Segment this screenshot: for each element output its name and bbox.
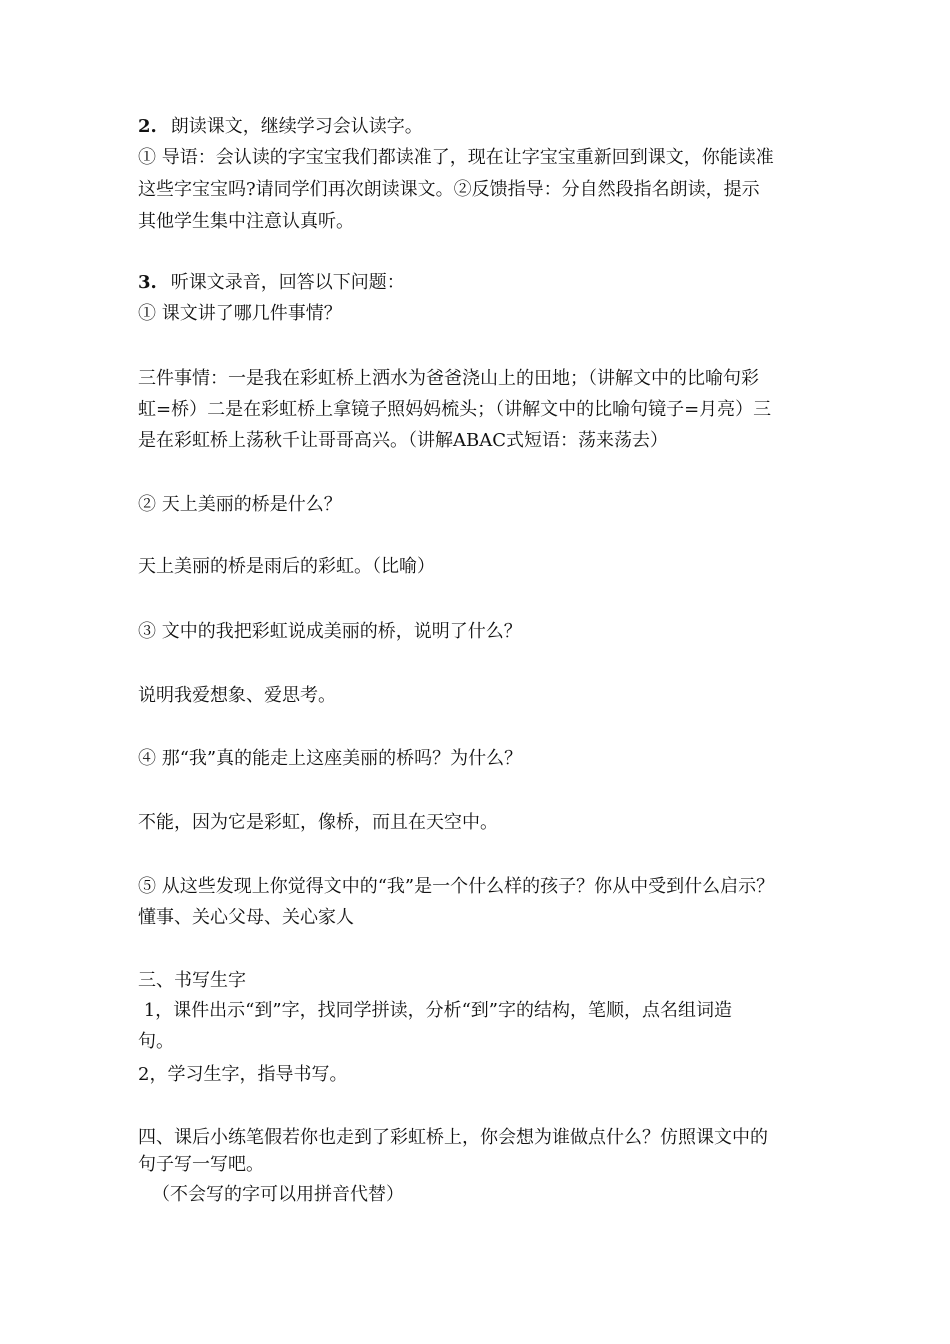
answer-4: 不能，因为它是彩虹，像桥，而且在天空中。 xyxy=(138,812,498,833)
section-2-number: 2. xyxy=(138,116,157,137)
practice-section-line-2: 句子写一写吧。 xyxy=(138,1154,264,1175)
section-3-title: 听课文录音，回答以下问题： xyxy=(170,272,405,293)
answer-1-line-1: 三件事情：一是我在彩虹桥上洒水为爸爸浇山上的田地；（讲解文中的比喻句彩 xyxy=(138,368,759,389)
practice-section-line-1: 四、课后小练笔假若你也走到了彩虹桥上，你会想为谁做点什么？仿照课文中的 xyxy=(138,1127,768,1148)
section-2-paragraph-line-1: ① 导语：会认读的字宝宝我们都读准了，现在让字宝宝重新回到课文，你能读准 xyxy=(138,147,774,168)
answer-1-line-3: 是在彩虹桥上荡秋千让哥哥高兴。（讲解ABAC式短语：荡来荡去） xyxy=(138,430,668,451)
answer-3: 说明我爱想象、爱思考。 xyxy=(138,685,336,706)
question-3: ③ 文中的我把彩虹说成美丽的桥，说明了什么？ xyxy=(138,621,522,642)
section-2-paragraph-line-2: 这些字宝宝吗?请同学们再次朗读课文。②反馈指导：分自然段指名朗读，提示 xyxy=(138,179,760,200)
section-3-heading xyxy=(138,271,405,295)
question-1: ① 课文讲了哪几件事情？ xyxy=(138,303,342,324)
writing-section-heading: 三、书写生字 xyxy=(138,970,246,991)
answer-2: 天上美丽的桥是雨后的彩虹。（比喻） xyxy=(138,556,435,577)
writing-item-2: 2，学习生字，指导书写。 xyxy=(138,1064,348,1085)
practice-section-note: （不会写的字可以用拼音代替） xyxy=(152,1184,404,1205)
section-2-paragraph-line-3: 其他学生集中注意认真听。 xyxy=(138,211,354,232)
answer-5: 懂事、关心父母、关心家人 xyxy=(138,907,354,928)
section-3-number: 3. xyxy=(138,272,157,293)
question-2: ② 天上美丽的桥是什么？ xyxy=(138,494,342,515)
question-5: ⑤ 从这些发现上你觉得文中的“我”是一个什么样的孩子？你从中受到什么启示？ xyxy=(138,876,775,897)
writing-item-1-line-1: 1，课件出示“到”字，找同学拼读，分析“到”字的结构，笔顺，点名组词造 xyxy=(138,1000,732,1021)
section-2-title: 朗读课文，继续学习会认读字。 xyxy=(170,116,423,137)
question-4: ④ 那“我”真的能走上这座美丽的桥吗？为什么？ xyxy=(138,748,523,769)
section-2-heading xyxy=(138,115,423,139)
writing-item-1-line-2: 句。 xyxy=(138,1031,174,1052)
answer-1-line-2: 虹=桥）二是在彩虹桥上拿镜子照妈妈梳头；（讲解文中的比喻句镜子=月亮）三 xyxy=(138,399,772,420)
